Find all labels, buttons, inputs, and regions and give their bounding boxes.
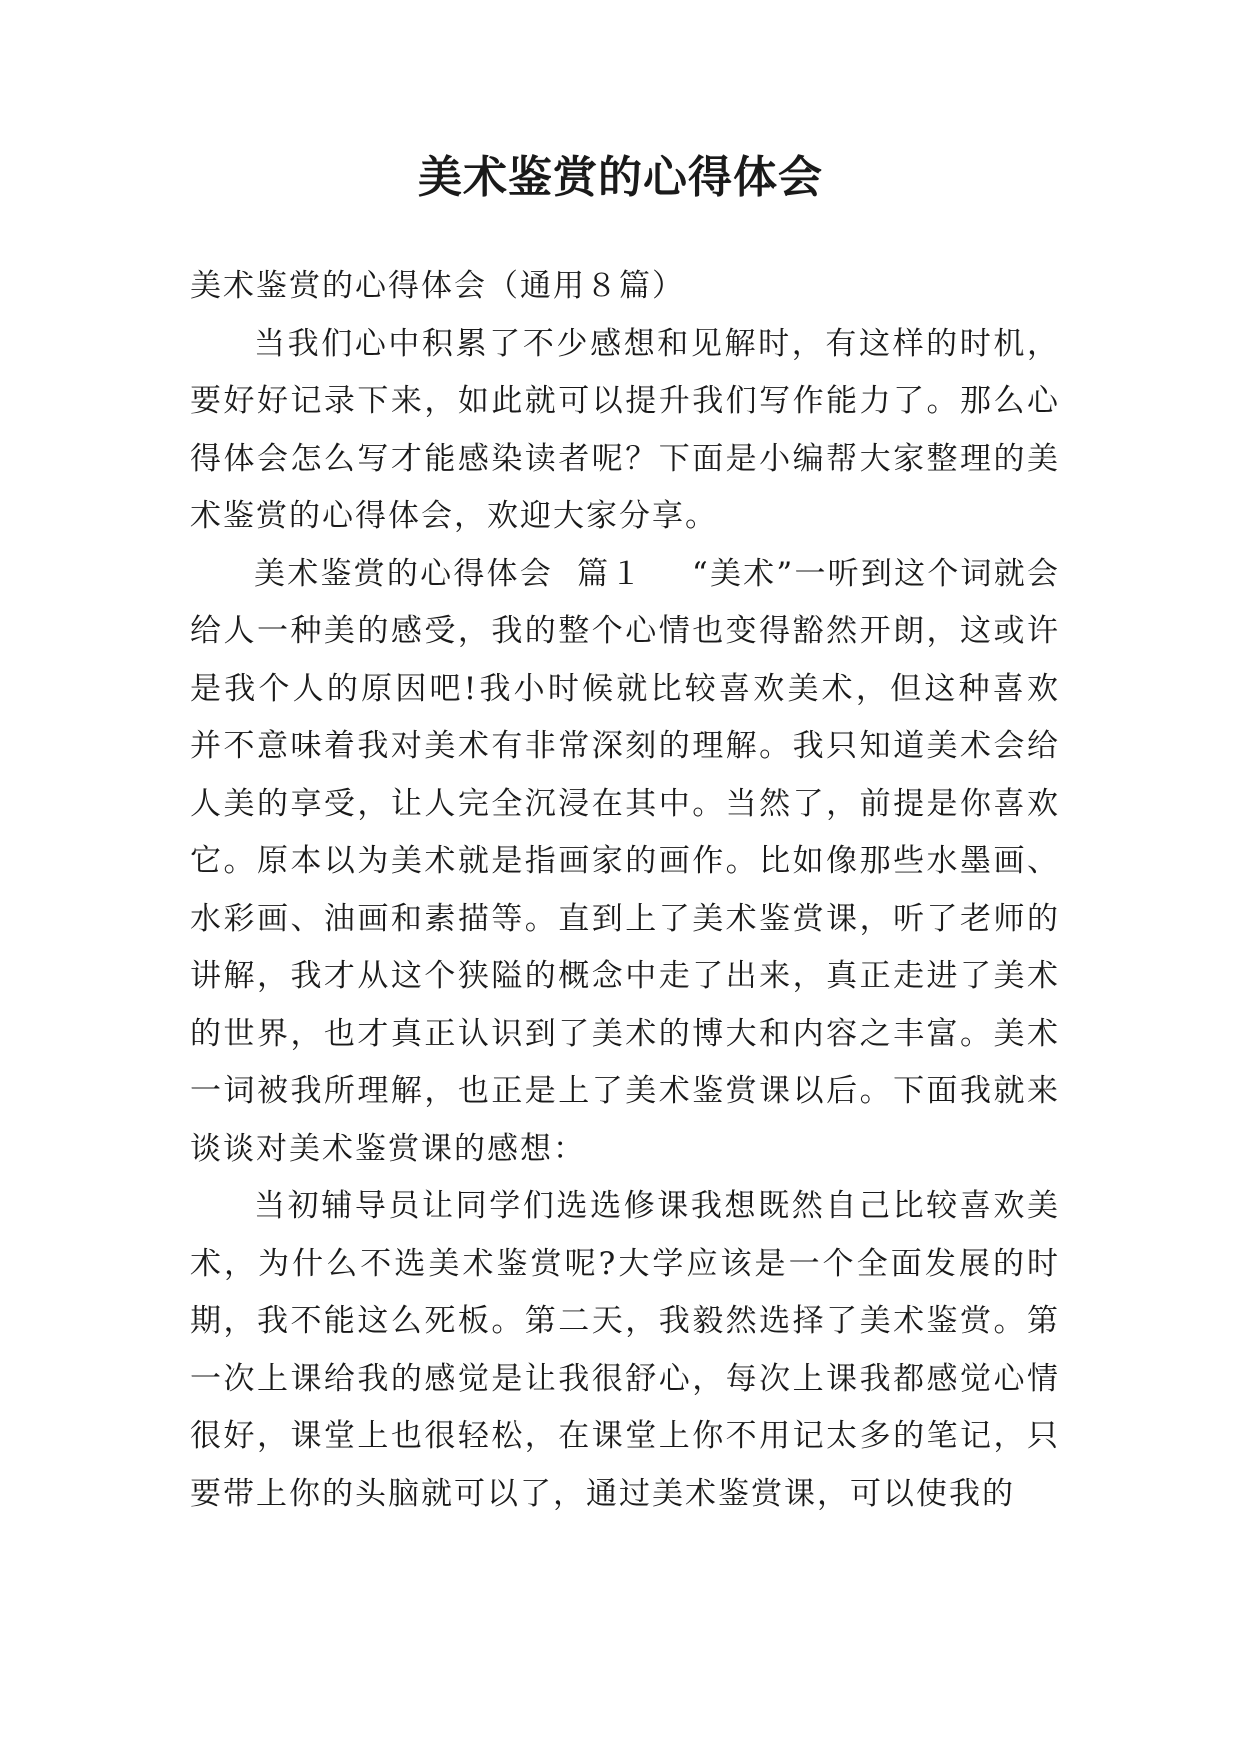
page-title: 美术鉴赏的心得体会 (418, 152, 823, 203)
paragraph-intro: 当我们心中积累了不少感想和见解时，有这样的时机，要好好记录下来，如此就可以提升我们写作能力了。那么心得体会怎么写才能感染读者呢？下面是小编帮大家整理的美术鉴赏的心得体会，欢迎大家分享。 (190, 325, 1060, 534)
paragraph-part-2: 当初辅导员让同学们选选修课我想既然自己比较喜欢美术，为什么不选美术鉴赏呢?大学应该是一个全面发展的时期，我不能这么死板。第二天，我毅然选择了美术鉴赏。第一次上课给我的感觉是让我很舒心，每次上课我都感觉心情很好，课堂上也很轻松，在课堂上你不用记太多的笔记，只要带上你的头脑就可以了，通过美术鉴赏课，可以使我的 (190, 1188, 1060, 1512)
document-body (190, 258, 1060, 1523)
paragraph-part-1: 美术鉴赏的心得体会 篇１ “美术”一听到这个词就会给人一种美的感受，我的整个心情也变得豁然开朗，这或许是我个人的原因吧!我小时候就比较喜欢美术，但这种喜欢并不意味着我对美术有非常深刻的理解。我只知道美术会给人美的享受，让人完全沉浸在其中。当然了，前提是你喜欢它。原本以为美术就是指画家的画作。比如像那些水墨画、水彩画、油画和素描等。直到上了美术鉴赏课，听了老师的讲解，我才从这个狭隘的概念中走了出来，真正走进了美术的世界，也才真正认识到了美术的博大和内容之丰富。美术一词被我所理解，也正是上了美术鉴赏课以后。下面我就来谈谈对美术鉴赏课的感想： (190, 555, 1060, 1167)
document-subtitle: 美术鉴赏的心得体会（通用８篇） (190, 268, 685, 304)
